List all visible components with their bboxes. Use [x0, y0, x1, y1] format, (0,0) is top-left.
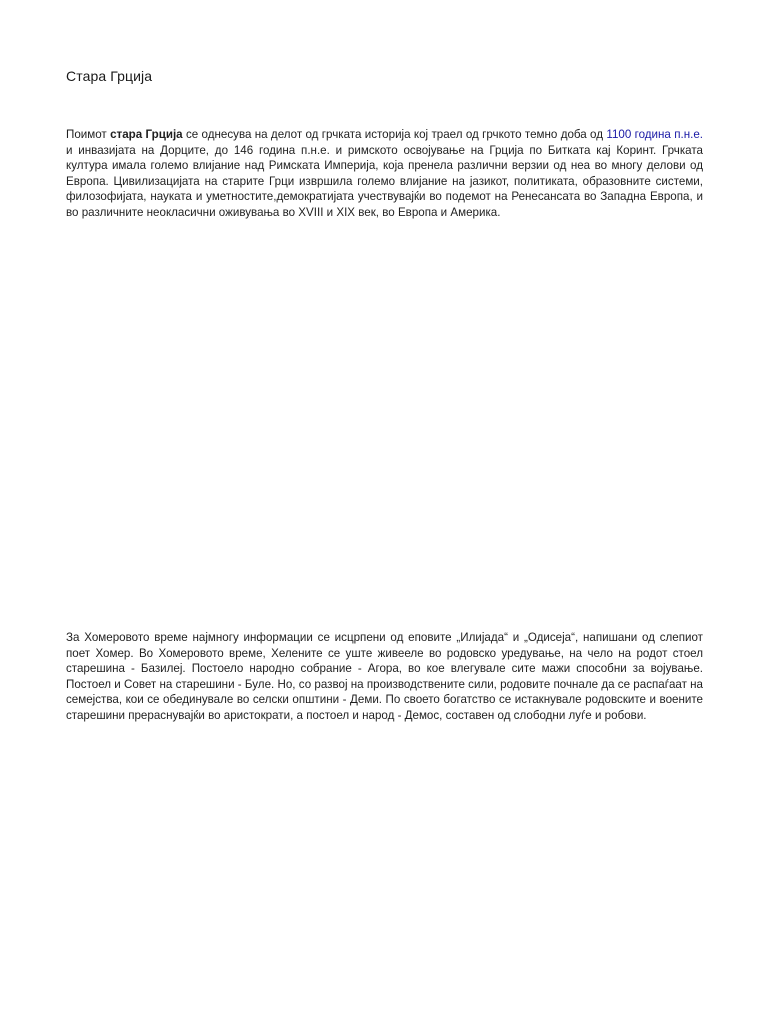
text-run: За Хомеровото време најмногу информации се исцрпени од еповите „Илијада“ и „Одисеја“, напишани од слепиот поет Хомер. Во Хомеровото време, Хелените се уште живееле во родовско уредување, на чело на родот стоел старешина - Базилеј. Постоело народно собрание - Агора, во кое влегувале сите мажи способни за војување. Постоел и Совет на старешини - Буле. Но, со развој на производствените сили, родовите почнале да се распаѓаат на семејства, кои се обединувале во селски општини - Деми. По своето богатство се истакнувале родовските и воените старешини прераснувајќи во аристократи, а постоел и народ - Демос, составен од слободни луѓе и робови. [66, 631, 703, 722]
text-run: и инвазијата на Дорците, до 146 година п.н.е. и римското освојување на Грција по Битката кај Коринт. Грчката култура имала големо влијание над Римската Империја, која пренела различни верзии од неа во многу делови од Европа. Цивилизацијата на старите Грци извршила големо влијание на јазикот, политиката, образовните системи, филозофијата, науката и уметностите,демократијата учествувајќи во подемот на Ренесансата во Западна Европа, и во различните неокласични оживувања во XVIII и XIX век, во Европа и Америка. [66, 143, 703, 219]
date-link[interactable]: 1100 година п.н.е. [606, 128, 703, 141]
text-run: Поимот [66, 128, 111, 141]
homeric-era-paragraph [66, 630, 703, 723]
bold-term: стара Грција [110, 128, 183, 141]
page-title: Стара Грција [66, 68, 153, 84]
text-run: се однесува на делот од грчката историја кој траел од грчкото темно доба од [182, 128, 607, 141]
intro-paragraph [66, 127, 703, 220]
